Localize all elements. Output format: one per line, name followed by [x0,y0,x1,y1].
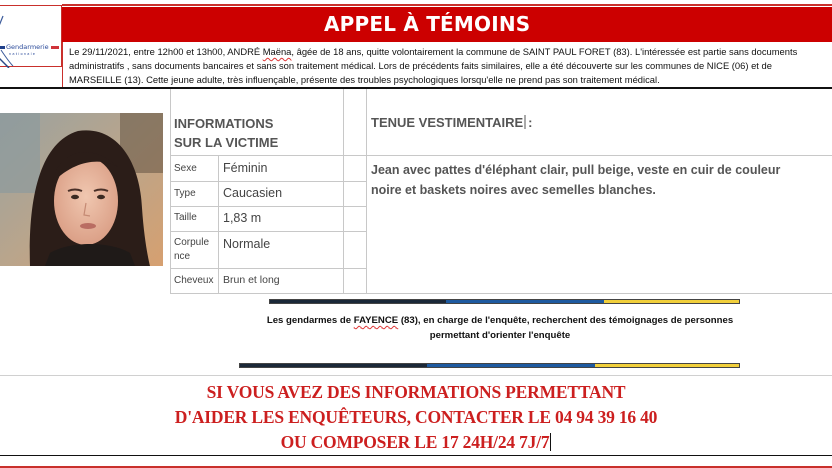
label-corpulence-line-1: Corpule [174,237,210,248]
victim-first-name: Maëna [262,46,292,57]
svg-text:Gendarmerie: Gendarmerie [6,43,49,51]
value-taille: 1,83 m [223,211,262,225]
page-title: APPEL À TÉMOINS [324,12,531,36]
cta-line-2: D'AIDER LES ENQUÊTEURS, CONTACTER LE 04 94 39 16 40 [174,407,658,427]
intro-line-1 [69,45,832,59]
table-row-divider [170,231,366,232]
table-bottom-border [170,293,832,294]
tricolor-segment-dark [270,300,446,303]
svg-text:nationale: nationale [9,52,37,56]
table-row-divider [170,181,366,182]
clothing-heading-colon: : [528,115,533,130]
top-border-line [62,4,832,6]
tricolor-segment-blue [446,300,604,303]
table-col-divider-2 [343,89,344,293]
tricolor-segment-blue [427,364,595,367]
value-type: Caucasien [223,186,283,200]
tricolor-segment-yellow [595,364,739,367]
label-corpulence-line-2: nce [174,251,191,262]
clothing-heading [371,115,533,130]
victim-info-heading-line-2: SUR LA VICTIME [174,135,279,150]
tricolor-segment-dark [240,364,427,367]
intro-paragraph [69,45,832,87]
table-row-divider [170,206,366,207]
label-sexe: Sexe [174,163,197,174]
victim-photo-image [0,113,163,266]
intro-section [62,42,832,88]
call-to-action [0,380,832,455]
bottom-border-black [0,455,832,456]
label-taille: Taille [174,212,197,223]
cta-line-3: OU COMPOSER LE 17 24H/24 7J/7 [280,432,550,452]
tricolor-bar-top [269,299,740,304]
tricolor-segment-yellow [604,300,739,303]
title-banner [62,7,832,42]
clothing-description-line-2: noire et baskets noires avec semelles blanches. [371,183,656,197]
clothing-heading-text: TENUE VESTIMENTAIRE [371,115,524,130]
cta-line-1: SI VOUS AVEZ DES INFORMATIONS PERMETTANT [206,382,626,402]
gendarmerie-logo [0,5,62,67]
table-border-left [170,89,171,293]
table-col-divider [218,155,219,293]
table-row-divider [170,268,366,269]
gendarmerie-logo-icon [0,6,63,68]
investigation-line-2: permettant d'orienter l'enquête [429,330,571,341]
table-col-divider-3 [366,89,367,293]
investigation-line-1-end: (83), en charge de l'enquête, recherchent des témoignages de personnes [398,315,734,326]
intro-line-3: MARSEILLE (13). Cette jeune adulte, très influençable, présente des troubles psychologiques lorsqu'elle ne prend pas son traitement médical. [69,74,660,85]
label-corpulence [174,236,209,264]
intro-line-1-start: Le 29/11/2021, entre 12h00 et 13h00, ANDRÉ [69,46,263,57]
clothing-description [371,160,831,200]
clothing-description-line-1: Jean avec pattes d'éléphant clair, pull beige, veste en cuir de couleur [371,163,781,177]
value-cheveux: Brun et long [223,274,280,286]
investigation-notice [230,313,770,343]
intro-line-1-end: , âgée de 18 ans, quitte volontairement la commune de SAINT PAUL FORET (83). L'intéressée est partie sans documents [291,46,798,57]
victim-info-heading-line-1: INFORMATIONS [174,116,274,131]
cta-divider [0,375,832,376]
text-cursor [524,115,526,129]
value-sexe: Féminin [223,161,268,175]
investigation-place: FAYENCE [353,315,399,326]
victim-photo [0,113,163,266]
cta-line-3-wrap [0,430,832,455]
section-divider [0,87,832,89]
victim-info-heading [174,114,278,152]
investigation-line-1-start: Les gendarmes de [266,315,354,326]
text-cursor [550,433,551,451]
value-corpulence: Normale [223,237,271,251]
label-type: Type [174,188,196,199]
table-row-divider [170,155,832,156]
tricolor-bar-bottom [239,363,740,368]
label-cheveux: Cheveux [174,275,214,286]
investigation-line-1 [230,313,770,328]
intro-line-2: administratifs , sans documents bancaires et sans son traitement médical. Lors de précédents faits similaires, elle a été découverte sur les communes de NICE (06) et de [69,60,772,71]
